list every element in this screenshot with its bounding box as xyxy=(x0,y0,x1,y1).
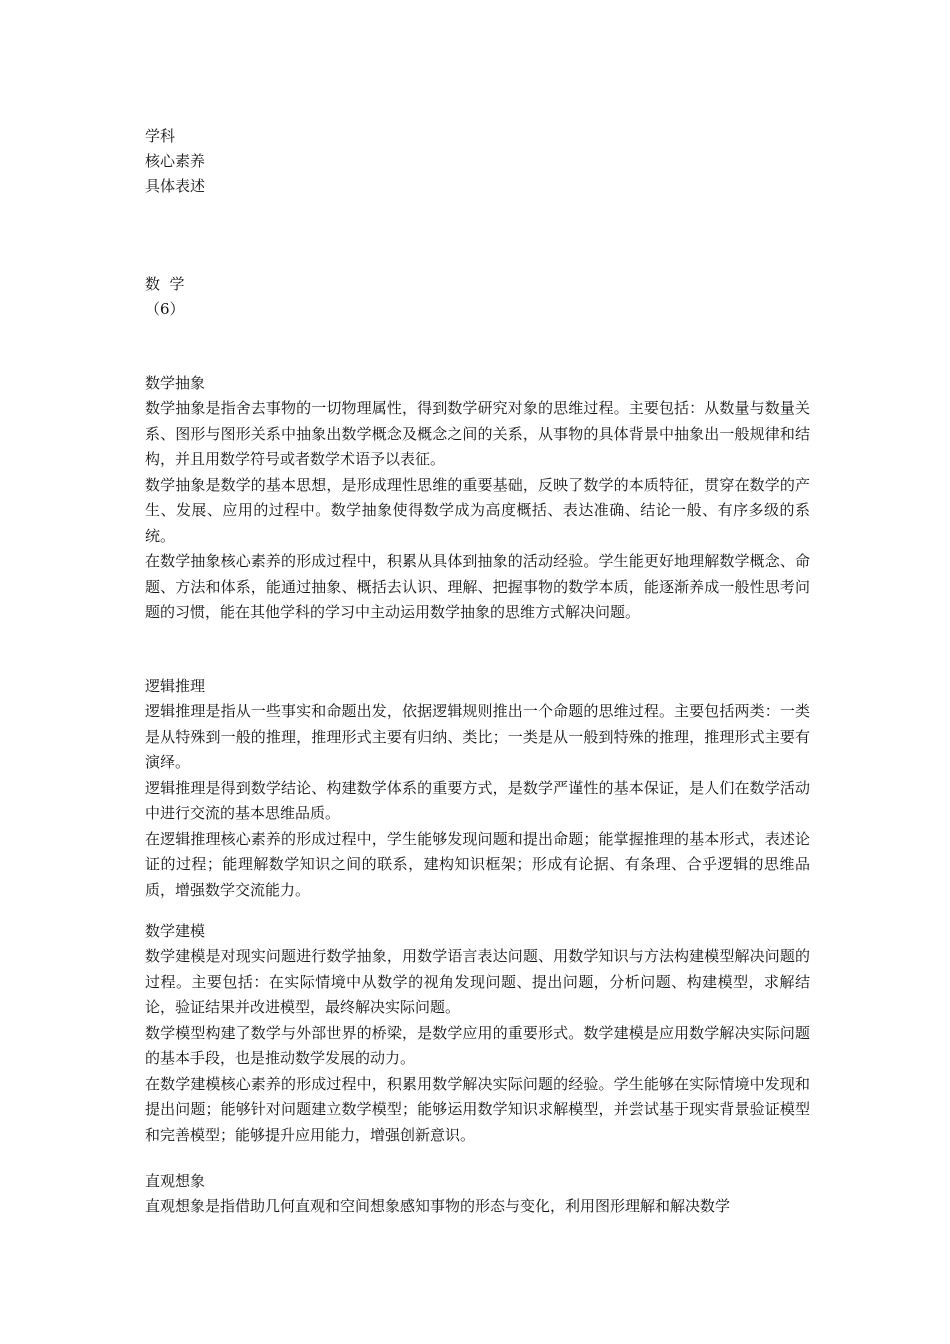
section-paragraph: 逻辑推理是指从一些事实和命题出发，依据逻辑规则推出一个命题的思维过程。主要包括两类：一类是从特殊到一般的推理，推理形式主要有归纳、类比；一类是从一般到特殊的推理，推理形式主要有演绎。 xyxy=(145,702,810,771)
subject-name: 数 学 xyxy=(145,275,185,293)
section-paragraph: 逻辑推理是得到数学结论、构建数学体系的重要方式，是数学严谨性的基本保证，是人们在数学活动中进行交流的基本思维品质。 xyxy=(145,778,810,822)
section-modeling xyxy=(145,919,810,1148)
section-paragraph: 数学模型构建了数学与外部世界的桥梁，是数学应用的重要形式。数学建模是应用数学解决实际问题的基本手段，也是推动数学发展的动力。 xyxy=(145,1023,810,1067)
section-title: 直观想象 xyxy=(145,1172,206,1190)
section-title: 数学抽象 xyxy=(145,374,206,392)
section-paragraph: 数学建模是对现实问题进行数学抽象，用数学语言表达问题、用数学知识与方法构建模型解决问题的过程。主要包括：在实际情境中从数学的视角发现问题、提出问题，分析问题、构建模型，求解结论，验证结果并改进模型，最终解决实际问题。 xyxy=(145,947,810,1016)
section-logical-reasoning xyxy=(145,674,810,903)
section-paragraph: 直观想象是指借助几何直观和空间想象感知事物的形态与变化，利用图形理解和解决数学 xyxy=(145,1197,731,1215)
subject-cell xyxy=(145,272,810,322)
header-subject-label: 学科 xyxy=(145,127,176,145)
subject-count: （6） xyxy=(145,300,185,318)
section-paragraph: 在数学建模核心素养的形成过程中，积累用数学解决实际问题的经验。学生能够在实际情境中发现和提出问题；能够针对问题建立数学模型；能够运用数学知识求解模型，并尝试基于现实背景验证模型和完善模型；能够提升应用能力，增强创新意识。 xyxy=(145,1074,810,1144)
header-description-label: 具体表述 xyxy=(145,177,206,195)
section-title: 数学建模 xyxy=(145,922,206,940)
section-paragraph: 数学抽象是数学的基本思想，是形成理性思维的重要基础，反映了数学的本质特征，贯穿在数学的产生、发展、应用的过程中。数学抽象使得数学成为高度概括、表达准确、结论一般、有序多级的系统。 xyxy=(145,475,810,545)
section-paragraph: 在数学抽象核心素养的形成过程中，积累从具体到抽象的活动经验。学生能更好地理解数学概念、命题、方法和体系，能通过抽象、概括去认识、理解、把握事物的数学本质，能逐渐养成一般性思考问题的习惯，能在其他学科的学习中主动运用数学抽象的思维方式解决问题。 xyxy=(145,552,810,621)
header-competency-label: 核心素养 xyxy=(145,152,206,170)
section-title: 逻辑推理 xyxy=(145,677,206,695)
section-paragraph: 在逻辑推理核心素养的形成过程中，学生能够发现问题和提出命题；能掌握推理的基本形式，表述论证的过程；能理解数学知识之间的联系，建构知识框架；形成有论据、有条理、合乎逻辑的思维品质，增强数学交流能力。 xyxy=(145,829,810,899)
section-paragraph: 数学抽象是指舍去事物的一切物理属性，得到数学研究对象的思维过程。主要包括：从数量与数量关系、图形与图形关系中抽象出数学概念及概念之间的关系，从事物的具体背景中抽象出一般规律和结构，并且用数学符号或者数学术语予以表征。 xyxy=(145,399,810,468)
section-intuitive-imagination xyxy=(145,1169,810,1220)
table-header xyxy=(145,124,810,199)
section-abstraction xyxy=(145,371,810,626)
